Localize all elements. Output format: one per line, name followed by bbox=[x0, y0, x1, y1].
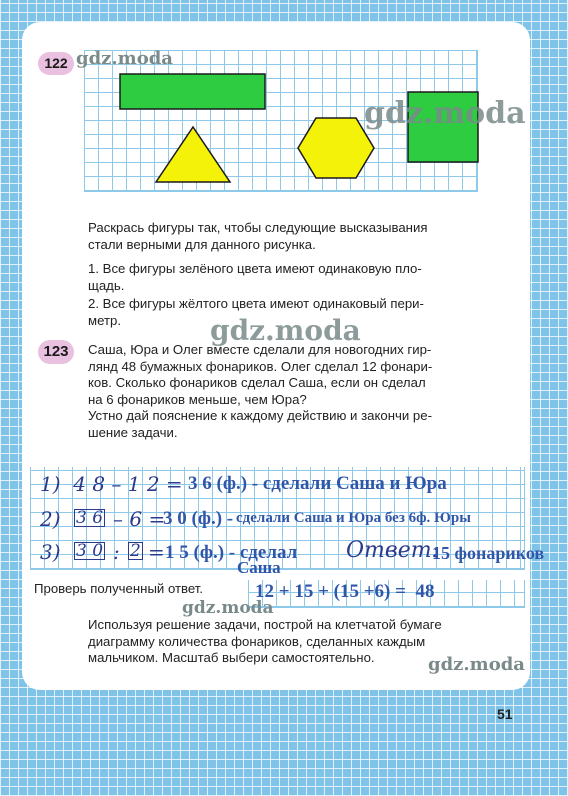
step-1-answer: 3 6 (ф.) - сделали Саша и Юра bbox=[188, 473, 447, 494]
step-2-label: 2) bbox=[40, 507, 61, 531]
step-3-label: 3) bbox=[40, 540, 61, 564]
step-3-box-2 bbox=[128, 541, 143, 561]
page-number: 51 bbox=[497, 706, 513, 722]
watermark-5: gdz.moda bbox=[428, 654, 525, 675]
yellow-triangle bbox=[156, 127, 230, 182]
step-3-boxed-value-2: 2 bbox=[130, 541, 141, 561]
answer-label: Ответ: bbox=[346, 538, 439, 563]
step-2-boxed-value: 3 6 bbox=[76, 508, 104, 528]
yellow-hexagon bbox=[298, 118, 374, 178]
green-rectangle bbox=[120, 74, 265, 109]
step-1-expression: 1) 4 8 – 1 2 = bbox=[40, 472, 183, 496]
step-3-answer: 1 5 (ф.) - сделал bbox=[165, 542, 298, 563]
watermark-2: gdz.moda bbox=[364, 96, 526, 131]
step-2-note: сделали Саша и Юра без 6ф. Юры bbox=[236, 510, 471, 526]
step-3-divide: : bbox=[113, 540, 120, 564]
step-3-boxed-value-1: 3 0 bbox=[76, 541, 104, 561]
step-3-box-1 bbox=[74, 541, 105, 561]
task-122-statement-1: 1. Все фигуры зелёного цвета имеют одинаковую пло- щадь. bbox=[88, 261, 422, 293]
step-2-operation: – 6 = bbox=[113, 507, 166, 531]
check-value: 12 + 15 + (15 +6) = 48 bbox=[255, 581, 435, 602]
task-123-final-instruction: Используя решение задачи, построй на клетчатой бумаге диаграмму количества фонариков, сделанных каждым мальчиком. Масштаб выбери самостоятельно. bbox=[88, 617, 442, 666]
task-122-statement-2: 2. Все фигуры жёлтого цвета имеют одинаковый пери- метр. bbox=[88, 296, 424, 328]
watermark-4: gdz.moda bbox=[182, 598, 274, 618]
watermark-3: gdz.moda bbox=[210, 314, 361, 347]
step-2-answer: 3 0 (ф.) - bbox=[163, 508, 234, 529]
step-3-answer-cont: Саша bbox=[237, 558, 281, 577]
task-122-badge: 122 bbox=[38, 52, 74, 75]
step-3-equals: = bbox=[148, 540, 165, 564]
watermark-1: gdz.moda bbox=[76, 48, 173, 69]
task-123-badge: 123 bbox=[38, 340, 74, 364]
task-123-text: Саша, Юра и Олег вместе сделали для новогодних гир- лянд 48 бумажных фонариков. Олег сделал 12 фонари- ков. Сколько фонариков сделал Саша, если он сделал на 6 фонариков меньше, чем Юра? Устно дай пояснение к каждому действию и закончи ре- шение задачи. bbox=[88, 342, 433, 440]
task-122-instructions: Раскрась фигуры так, чтобы следующие высказывания стали верными для данного рисунка. bbox=[88, 220, 428, 252]
step-2-box bbox=[74, 508, 105, 528]
answer-value: 15 фонариков bbox=[432, 543, 545, 563]
check-label: Проверь полученный ответ. bbox=[34, 581, 204, 596]
